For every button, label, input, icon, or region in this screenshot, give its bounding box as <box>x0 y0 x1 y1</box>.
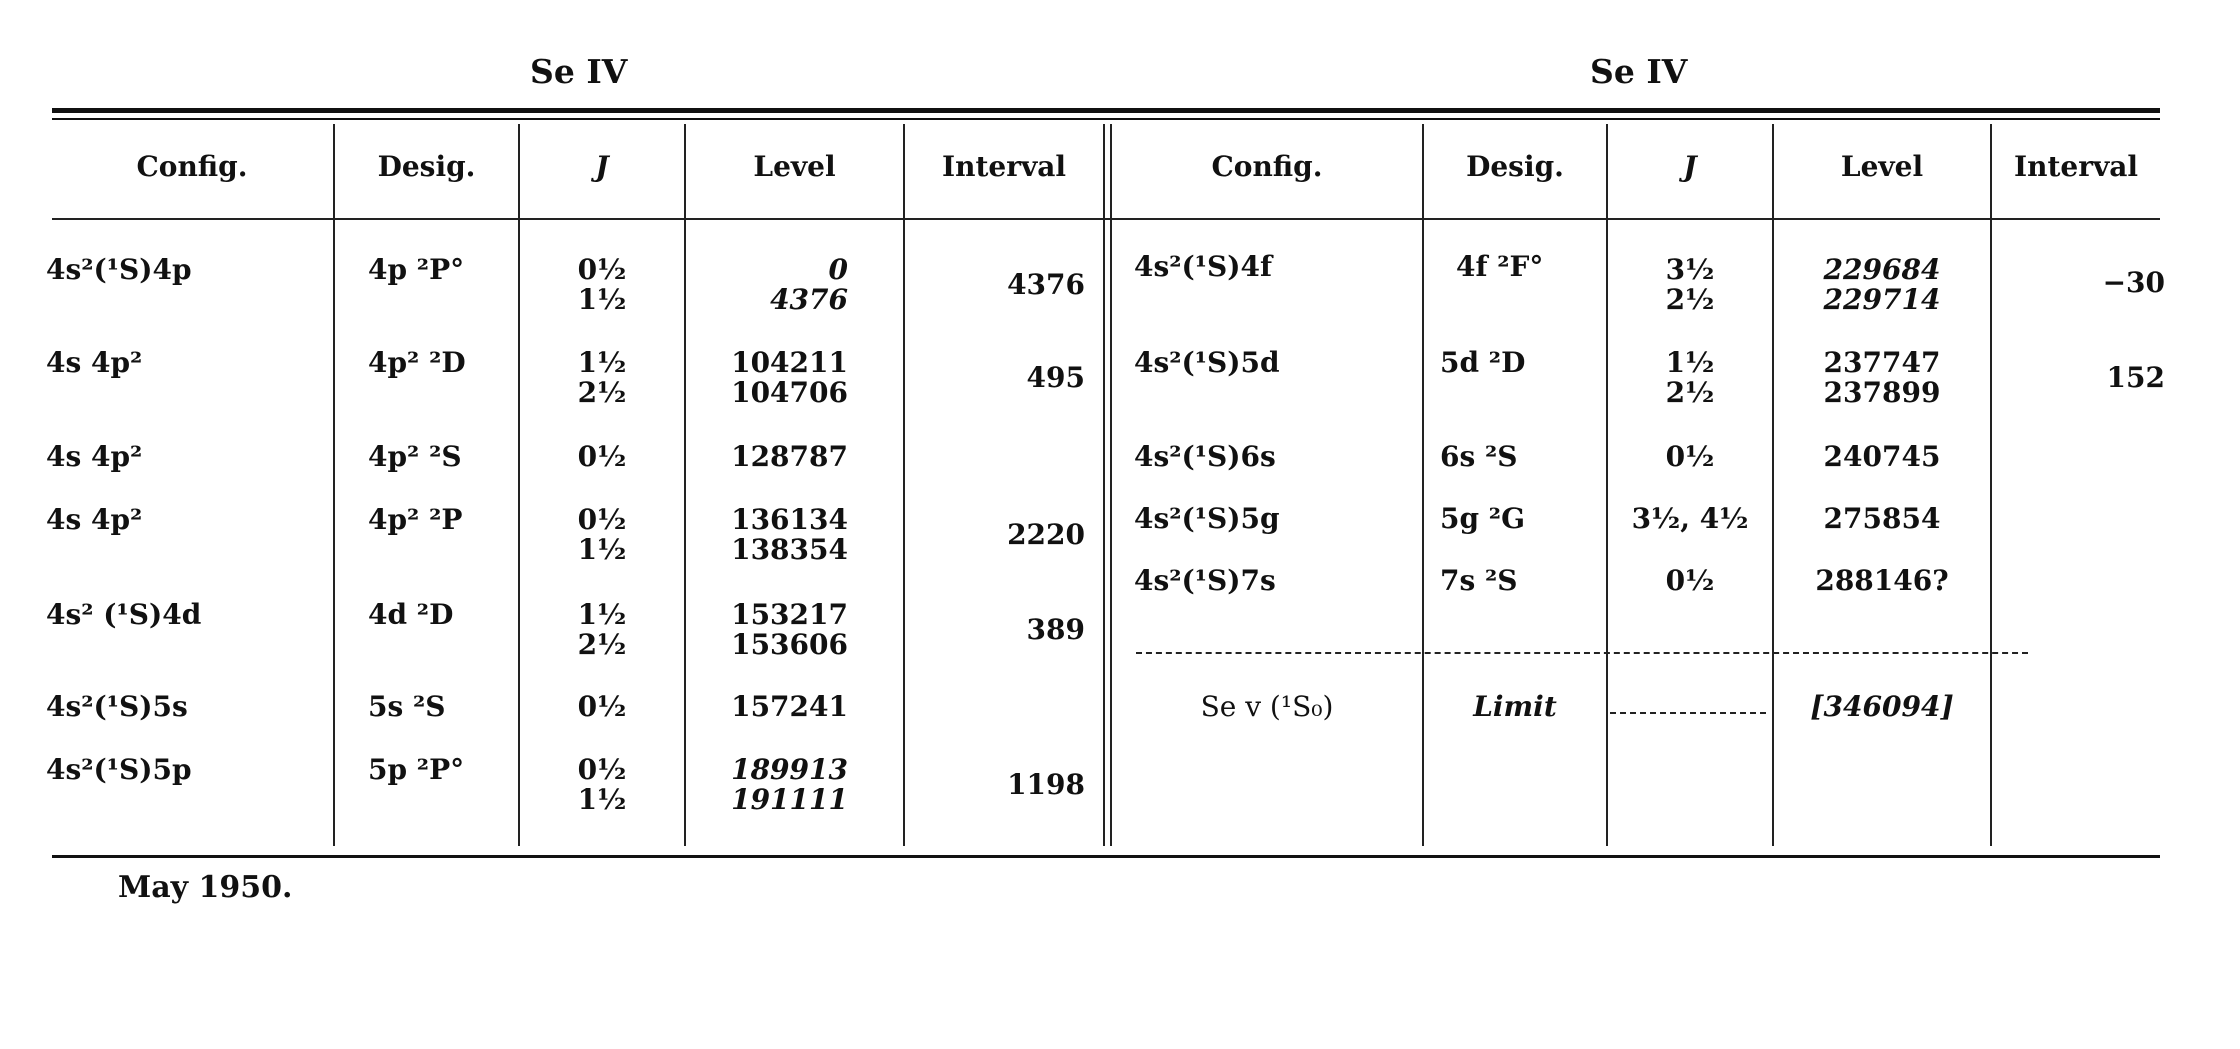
interval-cell: 4376 <box>1007 268 1085 301</box>
level-cell: 104211 <box>731 346 848 379</box>
j-cell: 1½ <box>577 598 627 631</box>
level-cell: 153606 <box>731 628 848 661</box>
left-table-title: Se IV <box>530 52 628 91</box>
j-cell: 3½, 4½ <box>1631 502 1749 535</box>
right-table-title: Se IV <box>1590 52 1688 91</box>
header-rule <box>52 218 2160 220</box>
level-cell: 240745 <box>1823 440 1941 473</box>
j-cell: 1½ <box>577 533 627 566</box>
header-interval: Interval <box>2013 150 2138 183</box>
level-cell: 275854 <box>1823 502 1941 535</box>
j-cell: 2½ <box>577 628 627 661</box>
j-cell: 2½ <box>577 376 627 409</box>
header-j: J <box>1683 150 1697 183</box>
config-cell: 4s²(¹S)5d <box>1134 346 1280 379</box>
limit-level-cell: [346094] <box>1810 690 1954 723</box>
desig-cell: 4f ²F° <box>1456 250 1544 283</box>
column-divider <box>333 124 335 846</box>
j-cell: 0½ <box>577 690 627 723</box>
config-cell: 4s²(¹S)4p <box>46 253 192 286</box>
level-cell: 128787 <box>731 440 848 473</box>
config-cell: 4s²(¹S)5g <box>1134 502 1280 535</box>
config-cell: 4s²(¹S)5p <box>46 753 192 786</box>
level-cell: 136134 <box>731 503 848 536</box>
limit-j-dashes <box>1610 712 1766 714</box>
config-cell: 4s²(¹S)5s <box>46 690 188 723</box>
interval-cell: 1198 <box>1007 768 1085 801</box>
desig-cell: 4d ²D <box>368 598 454 631</box>
interval-cell: 2220 <box>1007 518 1085 551</box>
level-cell: 157241 <box>731 690 848 723</box>
config-cell: 4s 4p² <box>46 503 143 536</box>
j-cell: 2½ <box>1665 376 1715 409</box>
j-cell: 2½ <box>1665 283 1715 316</box>
limit-config-cell: Se v (¹S₀) <box>1200 690 1334 723</box>
interval-cell: 152 <box>2106 361 2165 394</box>
config-cell: 4s²(¹S)7s <box>1134 564 1276 597</box>
config-cell: 4s²(¹S)4f <box>1134 250 1273 283</box>
level-cell: 237899 <box>1823 376 1941 409</box>
table-divider <box>1110 124 1112 846</box>
footnote-date: May 1950. <box>118 870 293 905</box>
j-cell: 0½ <box>1665 440 1715 473</box>
header-desig: Desig. <box>377 150 476 183</box>
interval-cell: −30 <box>2102 266 2165 299</box>
interval-cell: 389 <box>1026 613 1085 646</box>
header-config: Config. <box>136 150 248 183</box>
level-cell: 229684 <box>1823 253 1941 286</box>
config-cell: 4s 4p² <box>46 440 143 473</box>
desig-cell: 4p² ²P <box>368 503 463 536</box>
bottom-rule <box>52 855 2160 858</box>
level-cell: 288146? <box>1815 564 1949 597</box>
limit-dashed-rule <box>1136 652 2028 654</box>
desig-cell: 6s ²S <box>1440 440 1518 473</box>
j-cell: 0½ <box>1665 564 1715 597</box>
j-cell: 1½ <box>1665 346 1715 379</box>
top-double-rule <box>52 108 2160 113</box>
level-cell: 4376 <box>770 283 848 316</box>
column-divider <box>1772 124 1774 846</box>
desig-cell: 4p² ²S <box>368 440 462 473</box>
desig-cell: 5s ²S <box>368 690 446 723</box>
table-divider <box>1103 124 1105 846</box>
j-cell: 1½ <box>577 783 627 816</box>
config-cell: 4s²(¹S)6s <box>1134 440 1276 473</box>
j-cell: 0½ <box>577 440 627 473</box>
level-cell: 189913 <box>731 753 848 786</box>
header-j: J <box>595 150 609 183</box>
desig-cell: 4p ²P° <box>368 253 465 286</box>
desig-cell: 7s ²S <box>1440 564 1518 597</box>
header-desig: Desig. <box>1466 150 1564 183</box>
top-double-rule-thin <box>52 118 2160 120</box>
column-divider <box>518 124 520 846</box>
column-divider <box>684 124 686 846</box>
j-cell: 1½ <box>577 346 627 379</box>
j-cell: 0½ <box>577 753 627 786</box>
level-cell: 191111 <box>731 783 848 816</box>
header-level: Level <box>753 150 836 183</box>
column-divider <box>1990 124 1992 846</box>
level-cell: 229714 <box>1823 283 1941 316</box>
level-cell: 153217 <box>731 598 848 631</box>
header-config: Config. <box>1211 150 1323 183</box>
column-divider <box>903 124 905 846</box>
interval-cell: 495 <box>1026 361 1085 394</box>
desig-cell: 5g ²G <box>1440 502 1525 535</box>
limit-desig-cell: Limit <box>1473 690 1557 723</box>
column-divider <box>1606 124 1608 846</box>
header-interval: Interval <box>941 150 1066 183</box>
level-cell: 237747 <box>1823 346 1941 379</box>
level-cell: 138354 <box>731 533 848 566</box>
j-cell: 0½ <box>577 253 627 286</box>
desig-cell: 5d ²D <box>1440 346 1526 379</box>
config-cell: 4s² (¹S)4d <box>46 598 202 631</box>
j-cell: 0½ <box>577 503 627 536</box>
config-cell: 4s 4p² <box>46 346 143 379</box>
desig-cell: 4p² ²D <box>368 346 466 379</box>
j-cell: 1½ <box>577 283 627 316</box>
column-divider <box>1422 124 1424 846</box>
level-cell: 104706 <box>731 376 848 409</box>
level-cell: 0 <box>828 253 848 286</box>
j-cell: 3½ <box>1665 253 1715 286</box>
desig-cell: 5p ²P° <box>368 753 465 786</box>
header-level: Level <box>1840 150 1924 183</box>
